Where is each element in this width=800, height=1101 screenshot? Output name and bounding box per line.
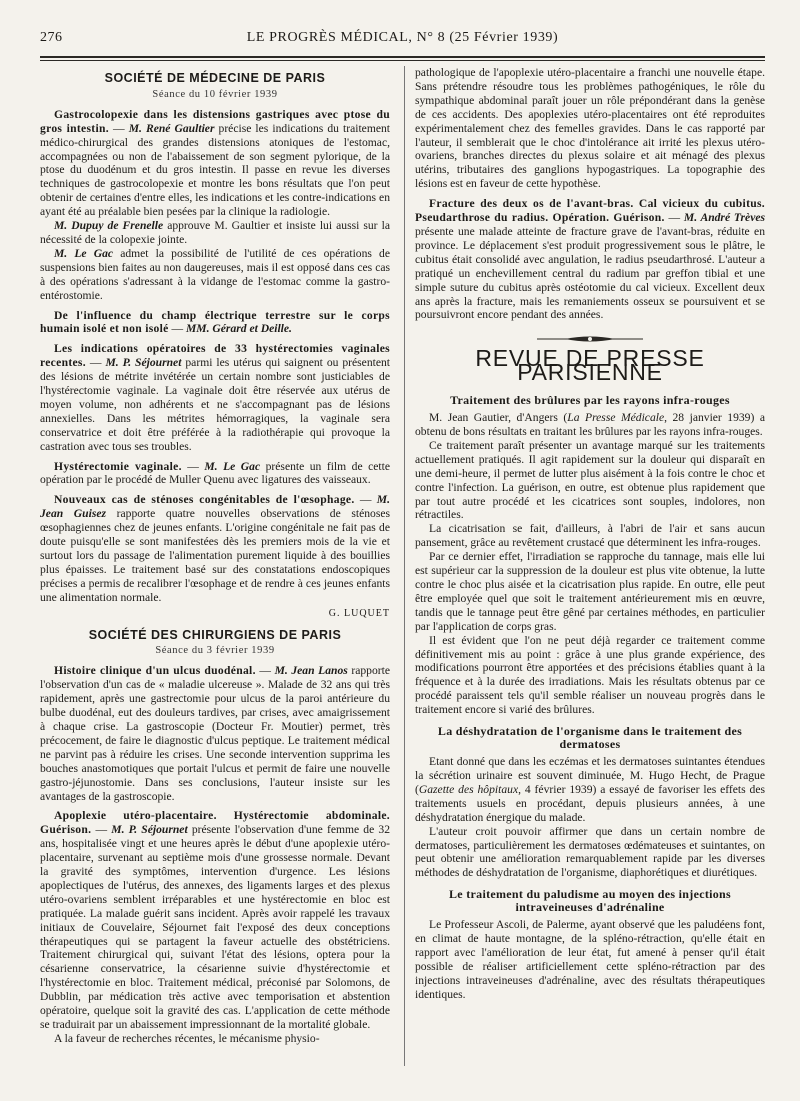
article-title: De l'influence du champ électrique terrestre sur le corps humain isolé et non isolé — [40, 308, 390, 336]
article-text: précise les indications du traitement médico-chirurgical des grandes distensions atoniques de l'estomac, accompagnées ou non de l'abaissement de son segment pylorique, de la ptose du duodénum et du gros intestin. Il passe en revue les diverses techniques de gastrocolopexie et montre les bons résultats que l'on peut obtenir de certaines d'entre elles, les indications et les contre-indications en ayant été au préalable bien pesées par la clinique la radiologie. — [40, 121, 390, 219]
article-title: Hystérectomie vaginale. — [54, 459, 182, 473]
left-column — [40, 66, 390, 1046]
session-date: Séance du 10 février 1939 — [152, 88, 278, 100]
article-author: M. Le Gac — [204, 459, 261, 473]
dash: — — [664, 211, 684, 225]
article-text: présente un film de cette opération par le procédé de Muller Quenu avec ligatures des vaisseaux. — [40, 459, 390, 487]
article-paragraph — [40, 664, 390, 803]
review-title: La déshydratation de l'organisme dans le traitement des dermatoses — [437, 724, 743, 752]
page-header — [40, 30, 765, 56]
review-text: , 28 janvier 1939) a obtenu de bons résultats en traitant les brûlures par les rayons infra-rouges. — [415, 411, 765, 439]
article-title: Les indications opératoires de 33 hystérectomies vaginales recentes. — [40, 342, 390, 370]
review-paragraph: Le Professeur Ascoli, de Palerme, ayant observé que les paludéens font, en climat de haute montagne, de la spléno-rétraction, qu'elle était en rapport avec l'amélioration de leur état, fut amené à penser qu'il était possible de réaliser artificiellement cette spléno-rétraction par des injections intraveineuses d'adrénaline, avec des résultats thérapeutiques identiques. — [415, 918, 765, 1001]
article-paragraph — [415, 66, 765, 191]
review-paragraph: L'auteur croit pouvoir affirmer que dans un certain nombre de dermatoses, particulièrement les dermatoses œdémateuses et suintantes, on peut obtenir une amélioration remarquablement rapide par les diverses méthodes de déshydratation de l'organisme, diaphorétiques et diurétiques. — [415, 824, 765, 880]
article-paragraph — [40, 809, 390, 1032]
article-author: M. P. Séjournet — [105, 356, 182, 370]
dash: — — [91, 823, 112, 837]
review-paragraph: Par ce dernier effet, l'irradiation se rapproche du tannage, mais elle lui est supérieur car la suppression de la douleur est plus vite obtenue, la lutte contre le choc plus aisée et la cicatrisation plus rapide. En outre, elle peut être employée quel que soit le traitement antérieurement mis en œuvre, tandis que le tannage peut être gêné par certaines méthodes, en particulier par l'application de corps gras. — [415, 550, 765, 633]
article-paragraph — [40, 247, 390, 303]
dash: — — [85, 356, 106, 370]
article-title: Apoplexie utéro-placentaire. Hystérectomie abdominale. Guérison. — [40, 809, 390, 837]
source-name: Gazette des hôpitaux — [418, 782, 519, 796]
article-author: M. Le Gac — [54, 246, 114, 260]
society-heading: SOCIÉTÉ DES CHIRURGIENS DE PARIS — [88, 627, 342, 642]
source-name: La Presse Médicale — [567, 411, 665, 425]
article-author: MM. Gérard et Deille. — [186, 322, 292, 336]
article-author: M. Jean Guisez — [40, 493, 390, 521]
header-rule-thin — [40, 60, 765, 61]
article-paragraph — [40, 460, 390, 488]
dash: — — [255, 664, 275, 678]
review-title: Le traitement du paludisme au moyen des injections intraveineuses d'adrénaline — [449, 887, 731, 915]
article-author: M. P. Séjournet — [111, 823, 188, 837]
article-text: présente l'observation d'une femme de 32 ans, hospitalisée vingt et une heures après le début d'une apoplexie utéro-placentaire, survenant au septième mois d'une grossesse normale. Devant la gravité des symptômes, intervention d'urgence. Les lésions apoplectiques de l'utérus, des annexes, des ligaments larges et des plexus utéro-ovariens semblent irréparables et une hystérectomie en bloc est pratiquée. La malade guérit sans incident. Après avoir rappelé les travaux initiaux de Couvelaire, Séjournet fait l'exposé des deux conceptions thérapeutiques qui se partagent la faveur actuelle des obstétriciens. Traitement chirurgical qui, suivant l'état des lésions, optera pour la césarienne conservatrice, la césarienne suivie d'hystérectomie et l'hystérectomie en bloc. Traitement médical, préconisé par Solomons, de Dubblin, par médication très active avec temporisation et abstention opératoire, quelque soit la gravité des cas. L'application de cette méthode se traduirait par un abaissement impressionnant de la mortalité globale. — [40, 823, 390, 1031]
article-text: présente une malade atteinte de fracture grave de l'avant-bras, réduite en province. Le déplacement s'est produit progressivement sous le plâtre, le cubitus était consolidé avec angulation, le radius pseudarthrosé. L'auteur a pratiqué un enchevillement central du radium par greffon tibial et une simple suture du cubitus après ostéotomie du cal vicieux. Excellent deux ans après la fracture, mais les remaniements osseux se poursuivent et se poursuivront encore pendant des années. — [415, 224, 765, 322]
article-paragraph — [415, 197, 765, 322]
section-title: REVUE DE PRESSE PARISIENNE — [475, 345, 705, 386]
article-text: A la faveur de recherches récentes, le mécanisme physio- — [54, 1031, 320, 1045]
page-number: 276 — [40, 30, 63, 45]
header-rule — [40, 56, 765, 58]
article-paragraph — [40, 342, 390, 453]
article-text: admet la possibilité de l'utilité de ces opérations de suspensions bien faites au non daugereuses, mais il est opposé dans ces cas à des opérations s'adressant à la vidange de l'estomac comme la gastro-entérostomie. — [40, 246, 390, 302]
review-title: Traitement des brûlures par les rayons infra-rouges — [450, 393, 730, 408]
review-text: Etant donné que dans les eczémas et les dermatoses suintantes étendues la sécrétion urinaire est souvent diminuée, M. Hugo Hecht, de Prague ( — [415, 755, 765, 796]
review-paragraph: Il est évident que l'on ne peut déjà regarder ce traitement comme définitivement mis au point : grâce à une plus grande expérience, des modifications pourront être apportées et des précisions établies quant à la fréquence et à la durée des irradiations. Mais les résultats obtenus par ce procédé paraissent tels qu'il semble réaliser un nouveau progrès dans le traitement encore si varié des brûlures. — [415, 633, 765, 717]
review-paragraph: La cicatrisation se fait, d'ailleurs, à l'abri de l'air et sans aucun pansement, grâce au revêtement crustacé que déterminent les infra-rouges. — [415, 522, 765, 550]
review-text: M. Jean Gautier, d'Angers ( — [429, 411, 568, 425]
article-paragraph — [40, 219, 390, 247]
review-text: , 4 février 1939) a essayé de favoriser les effets des traitements usuels en procédant, depuis plusieurs années, à une déshydratation énergique du malade. — [415, 782, 765, 824]
article-text: pathologique de l'apoplexie utéro-placentaire a franchi une nouvelle étape. Sans prétendre résoudre tous les problèmes pathogéniques, le rôle du sympathique abdominal paraît jouer un rôle prépondérant dans la genèse de ces accidents. Des apoplexies utéro-placentaires ont été reproduites expérimentalement chez des femelles gravides. Dans le cas rapporté par l'auteur, il semblerait que le choc d'intolérance ait irrité les plexus utéro-ovariens, branches directes du plexus solaire et ait ménagé des plexus utérins, tributaires des ganglions hypogastriques. La topographie des lésions est en faveur de cette hypothèse. — [415, 66, 765, 191]
article-paragraph — [40, 1032, 390, 1046]
journal-title: LE PROGRÈS MÉDICAL, N° 8 (25 Février 1939) — [246, 30, 559, 45]
dash: — — [181, 459, 205, 473]
review-paragraph: Ce traitement paraît présenter un avantage marqué sur les traitements actuellement pratiqués. Il agit rapidement sur la douleur qui disparaît en une demi-heure, il permet de lutter plus aisément à la fois contre le choc et contre l'infection. La guérison, en outre, est obtenue plus rapidement que par tout autre procédé et les cicatrices sont souples, indolores, non rétractiles. — [415, 438, 765, 522]
ornament-rule-icon — [535, 334, 645, 344]
article-text: approuve M. Gaultier et insiste lui aussi sur la nécessité de la colopexie jointe. — [40, 219, 390, 246]
signature: G. LUQUET — [328, 607, 390, 619]
session-date: Séance du 3 février 1939 — [155, 645, 275, 657]
article-author: M. Jean Lanos — [274, 664, 348, 678]
review-paragraph — [415, 755, 765, 825]
article-title: Histoire clinique d'un ulcus duodénal. — [54, 664, 256, 678]
article-title: Gastrocolopexie dans les distensions gastriques avec ptose du gros intestin. — [40, 107, 390, 135]
society-heading: SOCIÉTÉ DE MÉDECINE DE PARIS — [104, 71, 326, 85]
article-author: M. André Trèves — [683, 211, 765, 225]
ornament-divider — [415, 334, 765, 344]
dash: — — [108, 121, 129, 135]
article-title: Nouveaux cas de sténoses congénitables de l'œsophage. — [54, 493, 355, 507]
review-paragraph — [415, 411, 765, 439]
article-paragraph — [40, 108, 390, 219]
article-title: Fracture des deux os de l'avant-bras. Cal vicieux du cubitus. Pseudarthrose du radius. Opération. Guérison. — [415, 197, 765, 225]
article-text: rapporte l'observation d'un cas de « maladie ulcereuse ». Malade de 32 ans qui très rapidement, après une gastrectomie pour ulcus de la paroi antérieure du bulbe duodénal, eut des douleurs tardives, par crises, avec amaigrissement à chaque crise. La gastroscopie (Docteur Fr. Moutier) permet, très précocement, de faire le diagnostic d'ulcus peptique. Le traitement médical ne parvint pas à réduire les crises. Une seconde intervention supprima les bouches anastomotiques que portait l'ulcus et permit de faire une nouvelle gastro-jéjunostomie. Dans ses conclusions, l'auteur insiste sur les avantages de la gastroscopie. — [40, 664, 390, 803]
article-author: M. René Gaultier — [128, 121, 215, 135]
dash: — — [354, 493, 377, 507]
article-text: parmi les utérus qui saignent ou présentent des lésions de métrite invétérée un certain nombre sont justiciables de l'hystérectomie vaginale. La vaginale doit être réservée aux utérus de moyen volume, non adhérents et ne s'accompagnant pas de lésions annexielles. Dans les métrites hémorragiques, la vaginale sera conservatrice et doit être préférée à la radiothérapie qui provoque la castration avec tous ses troubles. — [40, 356, 391, 453]
column-divider — [404, 66, 405, 1066]
article-text: rapporte quatre nouvelles observations de sténoses œsophagiennes chez de jeunes enfants. L'origine congénitale ne fait pas de doute puisqu'elle se sont manifestées dès les premiers mois de la vie et surtout lors du passage de l'alimentation purement liquide à des bouillies plus épaisses. Le traitement basé sur des constatations endoscopiques précises a permis de recalibrer l'œsophage et de rendre à ces jeunes enfants une alimentation normale. — [40, 507, 390, 604]
article-author: M. Dupuy de Frenelle — [54, 219, 164, 233]
dash: — — [168, 322, 186, 336]
article-paragraph — [40, 309, 390, 337]
article-paragraph — [40, 493, 390, 604]
right-column — [415, 66, 765, 1002]
